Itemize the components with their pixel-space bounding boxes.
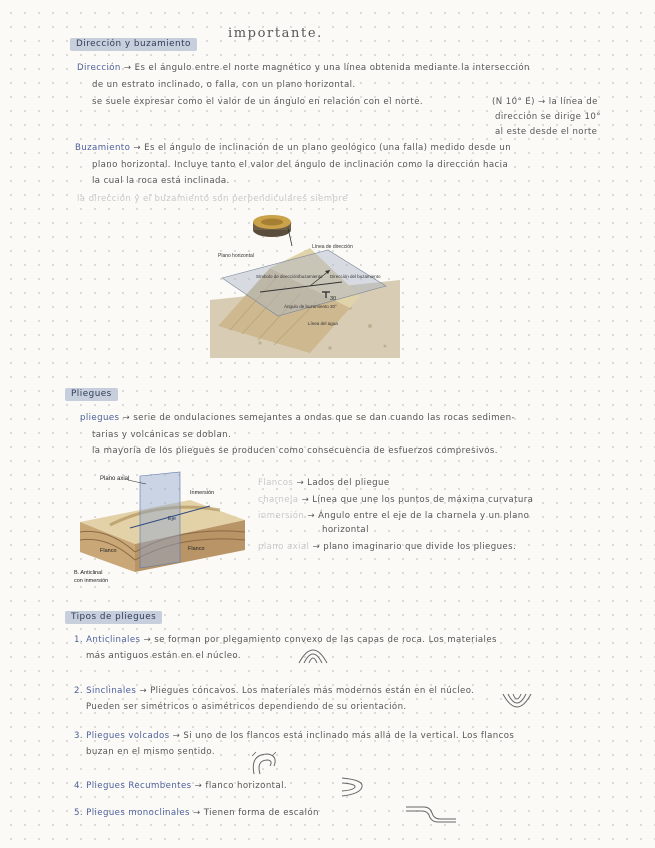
flancos-term: Flancos <box>258 478 294 488</box>
section-tag-label: Dirección y buzamiento <box>70 38 197 51</box>
label-flanco-izquierdo: Flanco <box>100 548 117 554</box>
anticline-diagram <box>70 470 250 585</box>
direccion-term: Dirección <box>77 63 121 73</box>
tipo-4-def-1: → flanco horizontal. <box>194 781 288 791</box>
direccion-def-3: se suele expresar como el valor de un ángulo en relación con el norte. <box>92 97 424 107</box>
symbol-value: 30 <box>330 296 337 302</box>
label-linea-direccion: Línea de dirección <box>312 244 353 250</box>
strike-dip-diagram <box>200 208 400 363</box>
direccion-def-1: → Es el ángulo entre el norte magnético y una línea obtenida mediante la intersección <box>123 63 530 73</box>
direccion-line-1 <box>77 63 530 73</box>
label-angulo: Ángulo de buzamiento 30° <box>284 304 337 309</box>
pliegues-def-2: tarias y volcánicas se doblan. <box>92 430 232 440</box>
label-simbolo: Símbolo de dirección/buzamiento <box>256 274 323 279</box>
tipos-tag-label: Tipos de pliegues <box>65 611 162 624</box>
tipo-1-def-1: → se forman por plegamiento convexo de las capas de roca. Los materiales <box>143 635 497 645</box>
tipo-5-def-1: → Tienen forma de escalón <box>193 808 319 818</box>
inmersion-term: inmersión <box>258 511 305 521</box>
charnela-term: charnela <box>258 495 299 505</box>
buzamiento-def-3: la cual la roca está inclinada. <box>92 176 230 186</box>
pliegues-line-1 <box>80 413 515 423</box>
label-linea-agua: Línea del agua <box>308 321 338 326</box>
section-tag-tipos <box>65 604 162 623</box>
buzamiento-def-1: → Es el ángulo de inclinación de un plano geológico (una falla) medido desde un <box>133 143 512 153</box>
pliegues-term: pliegues <box>80 413 120 423</box>
anticline-sketch-icon <box>296 641 330 665</box>
label-inmersion: Inmersión <box>190 490 215 496</box>
tipo-3-def-2: buzan en el mismo sentido. <box>86 747 215 757</box>
direccion-example-2: dirección se dirige 10° <box>495 112 601 122</box>
def-plano-axial <box>258 542 516 552</box>
buzamiento-line-1 <box>75 143 511 153</box>
caption-con-inmersion: con inmersión <box>74 578 109 584</box>
label-plano-axial: Plano axial <box>100 476 130 482</box>
tipo-2-def-2: Pueden ser simétricos o asimétricos dependiendo de su orientación. <box>86 702 407 712</box>
tipo-2-line-1 <box>74 686 474 696</box>
section-tag-direccion-buzamiento <box>70 31 197 50</box>
pliegues-tag-label: Pliegues <box>65 388 118 401</box>
direccion-example-3: al este desde el norte <box>495 127 598 137</box>
inmersion-def: → Ángulo entre el eje de la charnela y un plano <box>307 511 530 521</box>
buzamiento-term: Buzamiento <box>75 143 131 153</box>
plano-axial-term: plano axial <box>258 542 310 552</box>
label-eje: Eje <box>168 516 176 522</box>
tipo-4-term: Pliegues Recumbentes <box>86 781 192 791</box>
plano-axial-def: → plano imaginario que divide los pliegues. <box>312 542 517 552</box>
section-tag-pliegues <box>65 381 118 400</box>
tipo-1-num: 1. <box>74 635 83 645</box>
recumbent-fold-sketch-icon <box>340 774 366 800</box>
def-charnela <box>258 495 533 505</box>
syncline-sketch-icon <box>500 692 534 716</box>
direccion-example-1: (N 10° E) → la línea de <box>492 97 598 107</box>
def-flancos <box>258 478 390 488</box>
tipo-2-def-1: → Pliegues cóncavos. Los materiales más modernos están en el núcleo. <box>139 686 475 696</box>
tipo-1-line-1 <box>74 635 497 645</box>
tipo-3-line-1 <box>74 731 514 741</box>
label-flanco-derecho: Flanco <box>188 546 205 552</box>
tipo-5-num: 5. <box>74 808 83 818</box>
tipo-1-def-2: más antiguos están en el núcleo. <box>86 651 242 661</box>
tipo-3-term: Pliegues volcados <box>86 731 170 741</box>
charnela-def: → Línea que une los puntos de máxima curvatura <box>301 495 534 505</box>
tipo-5-line-1 <box>74 808 319 818</box>
tipo-1-term: Anticlinales <box>86 635 141 645</box>
tipo-2-term: Sinclinales <box>86 686 137 696</box>
buzamiento-def-2: plano horizontal. Incluye tanto el valor del ángulo de inclinación como la dirección hacia <box>92 160 509 170</box>
tipo-3-num: 3. <box>74 731 83 741</box>
label-direccion-buzamiento: Dirección del buzamiento <box>330 274 381 279</box>
tipo-3-def-1: → Si uno de los flancos está inclinado más allá de la vertical. Los flancos <box>172 731 515 741</box>
caption-anticlinal: B. Anticlinal <box>74 570 103 576</box>
inmersion-def-2: horizontal <box>322 525 369 535</box>
tipo-4-num: 4. <box>74 781 83 791</box>
overturned-fold-sketch-icon <box>248 748 282 776</box>
pliegues-def-3: la mayoría de los pliegues se producen como consecuencia de esfuerzos compresivos. <box>92 446 498 456</box>
direccion-def-2: de un estrato inclinado, o falla, con un plano horizontal. <box>92 80 356 90</box>
def-inmersion <box>258 511 529 521</box>
buzamiento-faint-note: la dirección y el buzamiento son perpendiculares siempre <box>77 194 348 204</box>
tipo-2-num: 2. <box>74 686 83 696</box>
tipo-5-term: Pliegues monoclinales <box>86 808 190 818</box>
flancos-def: → Lados del pliegue <box>296 478 390 488</box>
monocline-sketch-icon <box>404 802 458 824</box>
tipo-4-line-1 <box>74 781 287 791</box>
pliegues-def-1: → serie de ondulaciones semejantes a ondas que se dan cuando las rocas sedimen- <box>122 413 515 423</box>
label-plano-horizontal: Plano horizontal <box>218 253 254 259</box>
importance-note: importante. <box>228 26 323 41</box>
